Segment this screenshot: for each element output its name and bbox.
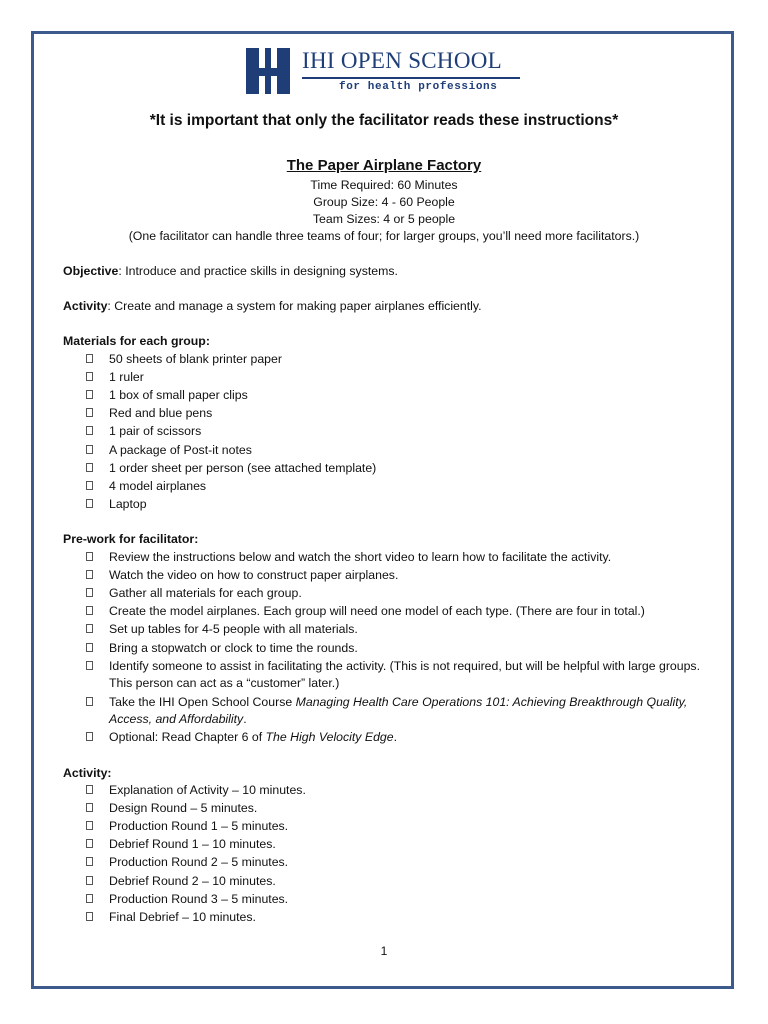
checkbox-icon [86, 463, 93, 472]
list-item-text: Explanation of Activity – 10 minutes. [109, 783, 306, 797]
list-item-text: Red and blue pens [109, 406, 213, 421]
list-item-text: 50 sheets of blank printer paper [109, 352, 282, 366]
checkbox-icon [86, 912, 93, 921]
document-title: The Paper Airplane Factory [286, 157, 482, 174]
page-number: 1 [380, 944, 388, 958]
materials-heading: Materials for each group: [63, 334, 210, 348]
list-item-text: 1 ruler [109, 370, 144, 385]
list-item-text: Review the instructions below and watch the short video to learn how to facilitate the activity. [109, 550, 612, 564]
list-item-text: 1 order sheet per person (see attached template) [109, 460, 377, 475]
checkbox-icon [86, 643, 93, 652]
checkbox-icon [86, 588, 93, 597]
list-item-text: Production Round 1 – 5 minutes. [109, 819, 289, 834]
list-item-text: Set up tables for 4-5 people with all materials. [109, 622, 358, 637]
list-item-text: Watch the video on how to construct paper airplanes. [109, 568, 399, 583]
checkbox-icon [86, 390, 93, 399]
checkbox-icon [86, 354, 93, 363]
list-item-text: Create the model airplanes. Each group will need one model of each type. (There are four in total.) [109, 604, 645, 619]
checkbox-icon [86, 408, 93, 417]
prework-heading: Pre-work for facilitator: [63, 532, 199, 546]
list-item-text: Gather all materials for each group. [109, 586, 302, 601]
checkbox-icon [86, 894, 93, 903]
ihi-logo-icon [246, 48, 290, 94]
list-item-text: 1 pair of scissors [109, 424, 202, 439]
objective [63, 264, 398, 278]
checkbox-icon [86, 803, 93, 812]
list-item-text: Production Round 2 – 5 minutes. [109, 855, 289, 870]
checkbox-icon [86, 732, 93, 741]
team-sizes: Team Sizes: 4 or 5 people [312, 212, 456, 226]
list-item-text: Debrief Round 1 – 10 minutes. [109, 837, 276, 852]
checkbox-icon [86, 606, 93, 615]
logo-rule [302, 77, 520, 79]
activity-heading: Activity: [63, 766, 112, 780]
list-item-text: Laptop [109, 496, 147, 511]
checkbox-icon [86, 552, 93, 561]
checkbox-icon [86, 372, 93, 381]
list-item-text: 4 model airplanes [109, 478, 207, 493]
checkbox-icon [86, 445, 93, 454]
list-item-text: Bring a stopwatch or clock to time the rounds. [109, 640, 358, 655]
facilitator-note: (One facilitator can handle three teams of four; for larger groups, you’ll need more facilitators.) [128, 229, 640, 243]
checkbox-icon [86, 624, 93, 633]
checkbox-icon [86, 785, 93, 794]
objective-text: : Introduce and practice skills in designing systems. [118, 264, 398, 278]
checkbox-icon [86, 661, 93, 670]
list-item-text: Design Round – 5 minutes. [109, 801, 258, 816]
facilitator-notice: *It is important that only the facilitator reads these instructions* [149, 112, 619, 129]
list-item-text: Debrief Round 2 – 10 minutes. [109, 873, 276, 888]
list-item-text: Production Round 3 – 5 minutes. [109, 891, 289, 906]
checkbox-icon [86, 697, 93, 706]
checkbox-icon [86, 839, 93, 848]
activity-summary [63, 299, 482, 313]
ihi-logo [246, 48, 526, 96]
checkbox-icon [86, 821, 93, 830]
activity-label: Activity [63, 299, 108, 313]
time-required: Time Required: 60 Minutes [310, 178, 458, 192]
logo-subtitle: for health professions [339, 81, 498, 93]
checkbox-icon [86, 426, 93, 435]
checkbox-icon [86, 570, 93, 579]
list-item-text: Take the IHI Open School Course Managing Health Care Operations 101: Achieving Breakthrough Quality, Access, and Affordability. [109, 695, 688, 726]
list-item-text: Identify someone to assist in facilitating the activity. (This is not required, but will be helpful with large groups. This person can act as a “customer” later.) [109, 658, 700, 690]
checkbox-icon [86, 876, 93, 885]
list-item-text: Final Debrief – 10 minutes. [109, 909, 256, 924]
activity-text: : Create and manage a system for making paper airplanes efficiently. [107, 299, 482, 313]
logo-title: IHI OPEN SCHOOL [302, 48, 502, 73]
list-item-text: A package of Post-it notes [109, 442, 252, 457]
group-size: Group Size: 4 - 60 People [313, 195, 455, 209]
checkbox-icon [86, 499, 93, 508]
objective-label: Objective [63, 264, 119, 278]
list-item-text: 1 box of small paper clips [109, 388, 248, 403]
checkbox-icon [86, 857, 93, 866]
list-item-text: Optional: Read Chapter 6 of The High Velocity Edge. [109, 730, 398, 744]
checkbox-icon [86, 481, 93, 490]
